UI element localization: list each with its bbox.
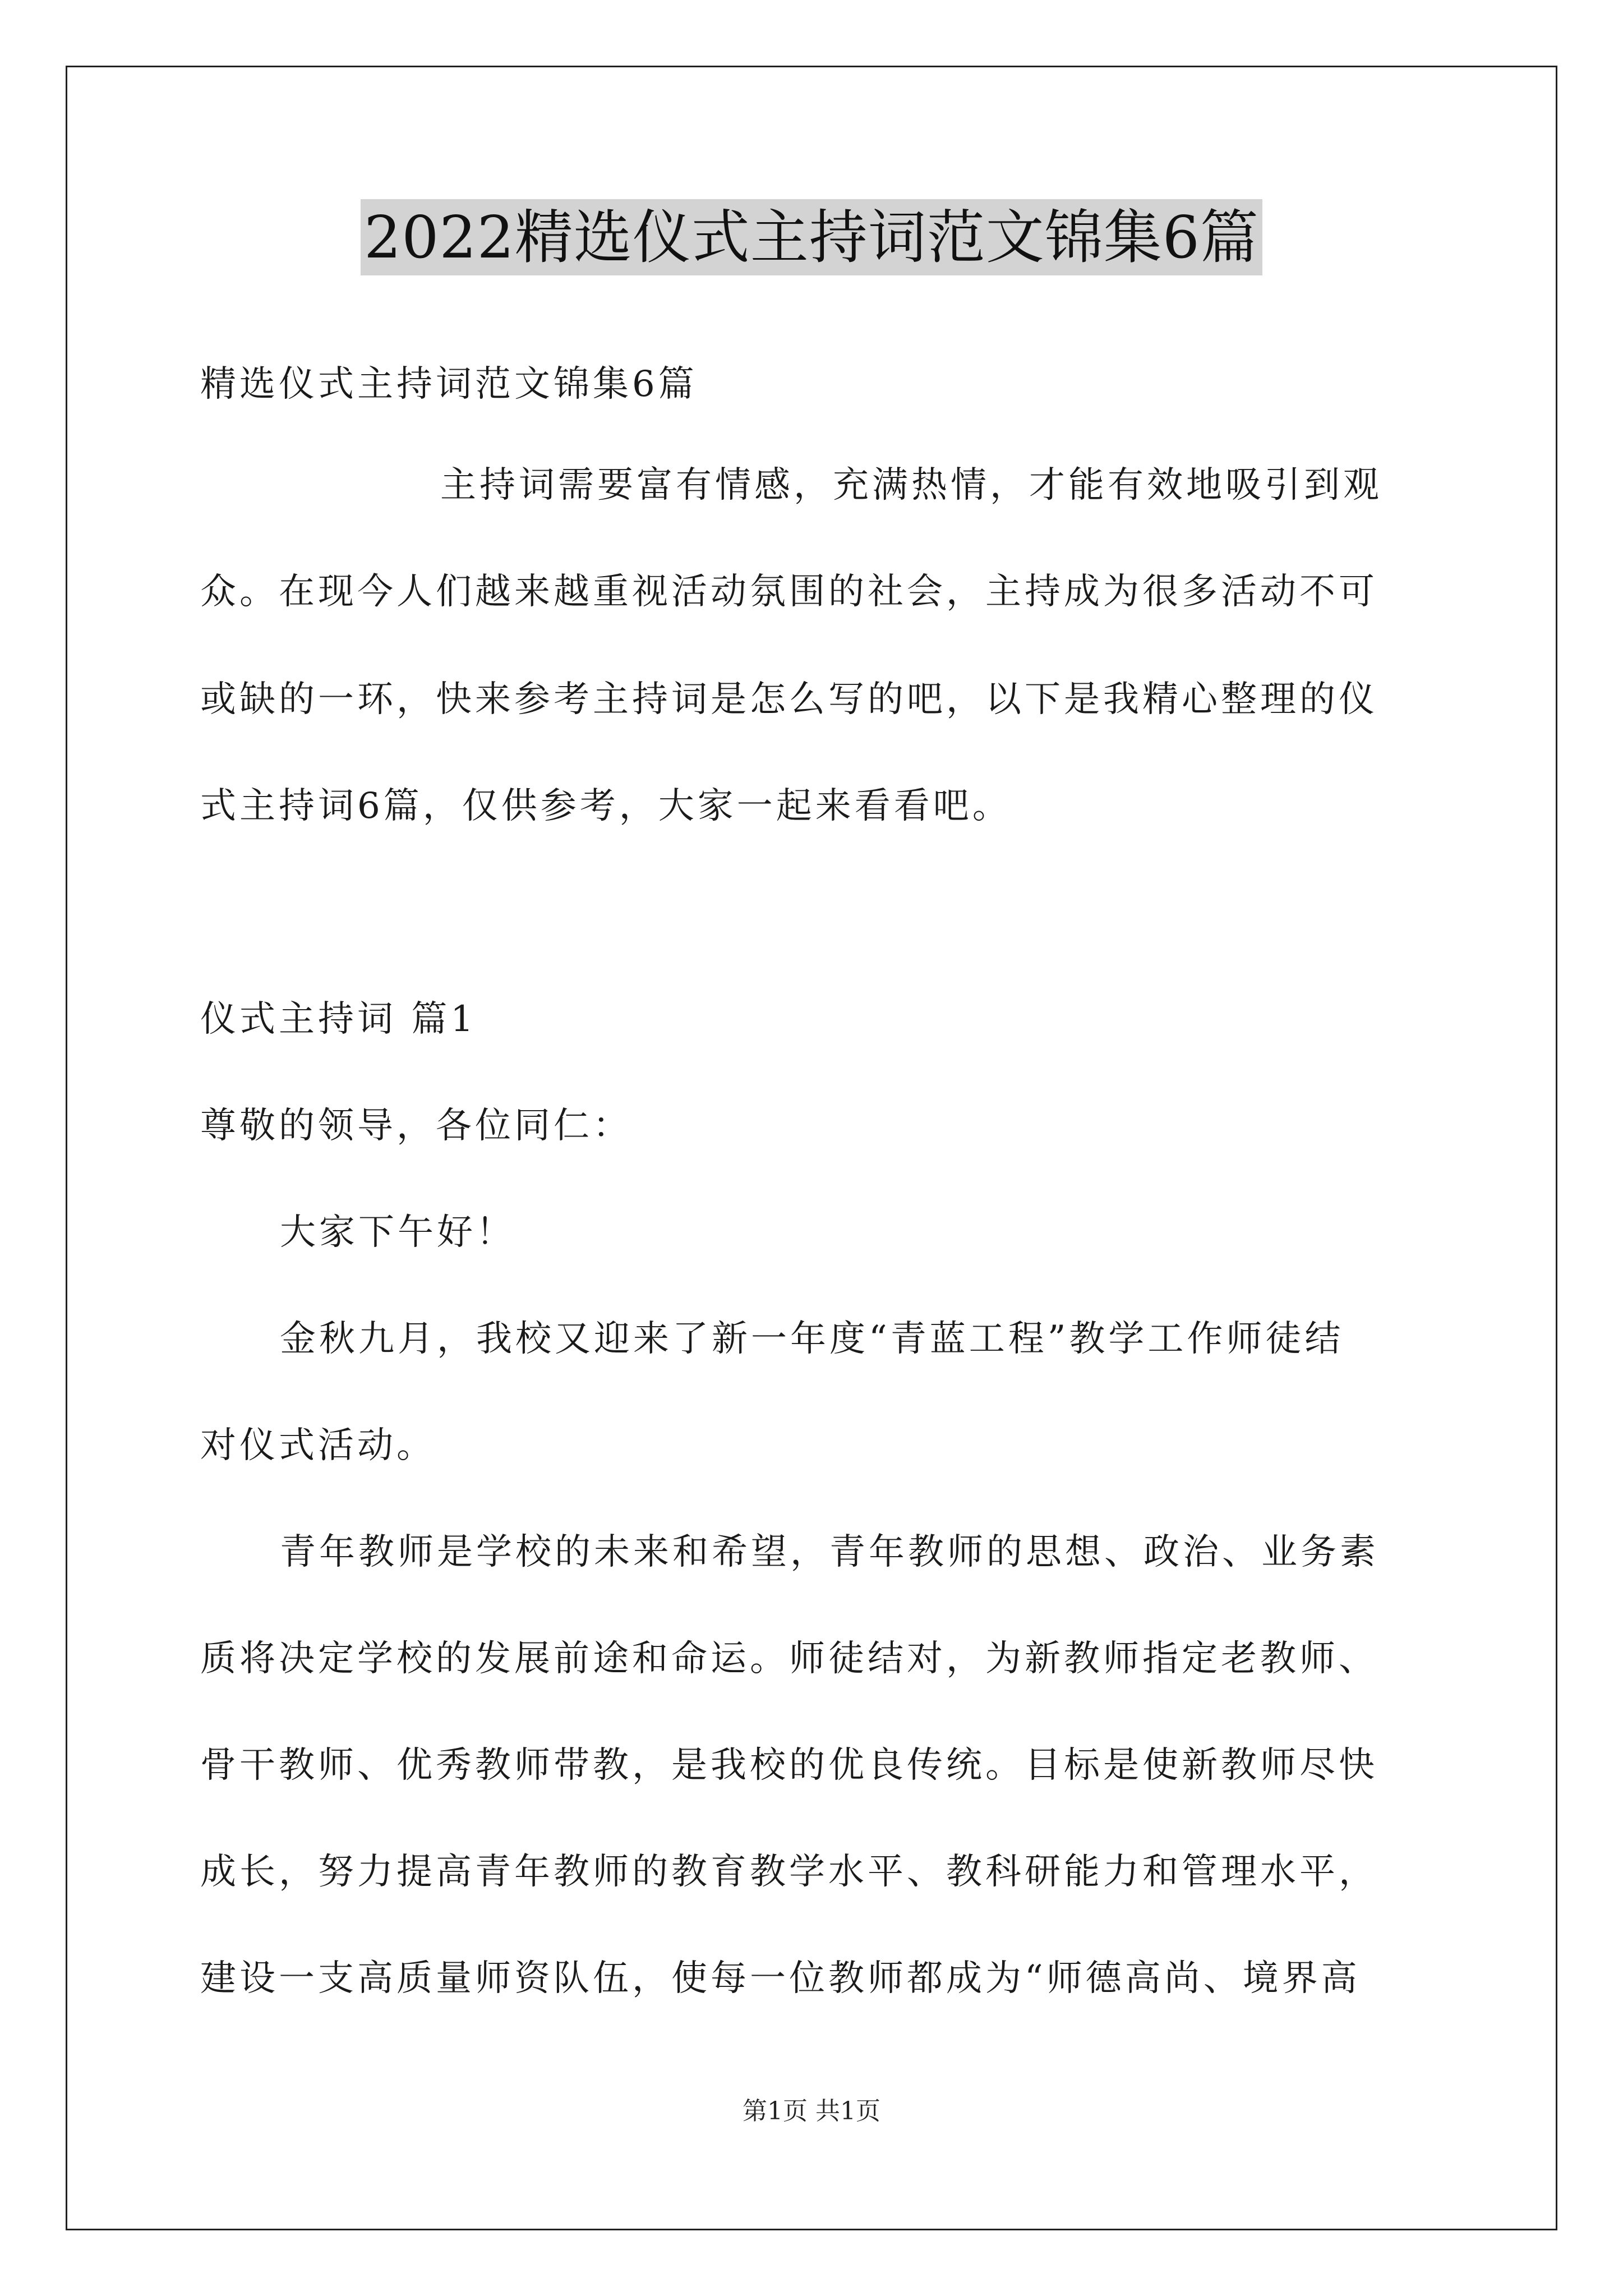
paragraph2-line-4: 成长，努力提高青年教师的教育教学水平、教科研能力和管理水平， bbox=[200, 1851, 1378, 1893]
page-footer: 第1页 共1页 bbox=[743, 2097, 880, 2125]
title-container bbox=[0, 199, 1623, 275]
paragraph2-line-5: 建设一支高质量师资队伍，使每一位教师都成为“师德高尚、境界高 bbox=[200, 1958, 1361, 1999]
paragraph1-line-2: 对仪式活动。 bbox=[200, 1425, 436, 1466]
document-title: 2022精选仪式主持词范文锦集6篇 bbox=[361, 199, 1262, 275]
intro-line-4: 式主持词6篇，仅供参考，大家一起来看看吧。 bbox=[200, 785, 1012, 827]
intro-line-3: 或缺的一环，快来参考主持词是怎么写的吧，以下是我精心整理的仪 bbox=[200, 679, 1378, 720]
paragraph1-line-1: 金秋九月，我校又迎来了新一年度“青蓝工程”教学工作师徒结 bbox=[280, 1318, 1344, 1360]
intro-line-2: 众。在现今人们越来越重视活动氛围的社会，主持成为很多活动不可 bbox=[200, 571, 1378, 613]
paragraph2-line-2: 质将决定学校的发展前途和命运。师徒结对，为新教师指定老教师、 bbox=[200, 1638, 1378, 1680]
greeting: 大家下午好！ bbox=[280, 1212, 515, 1253]
section-heading: 仪式主持词 篇1 bbox=[200, 999, 477, 1040]
paragraph2-line-3: 骨干教师、优秀教师带教，是我校的优良传统。目标是使新教师尽快 bbox=[200, 1745, 1378, 1786]
subtitle-line: 精选仪式主持词范文锦集6篇 bbox=[200, 364, 698, 405]
intro-line-1: 主持词需要富有情感，充满热情，才能有效地吸引到观 bbox=[440, 464, 1382, 506]
salutation: 尊敬的领导，各位同仁： bbox=[200, 1105, 632, 1147]
paragraph2-line-1: 青年教师是学校的未来和希望，青年教师的思想、政治、业务素 bbox=[280, 1531, 1379, 1573]
